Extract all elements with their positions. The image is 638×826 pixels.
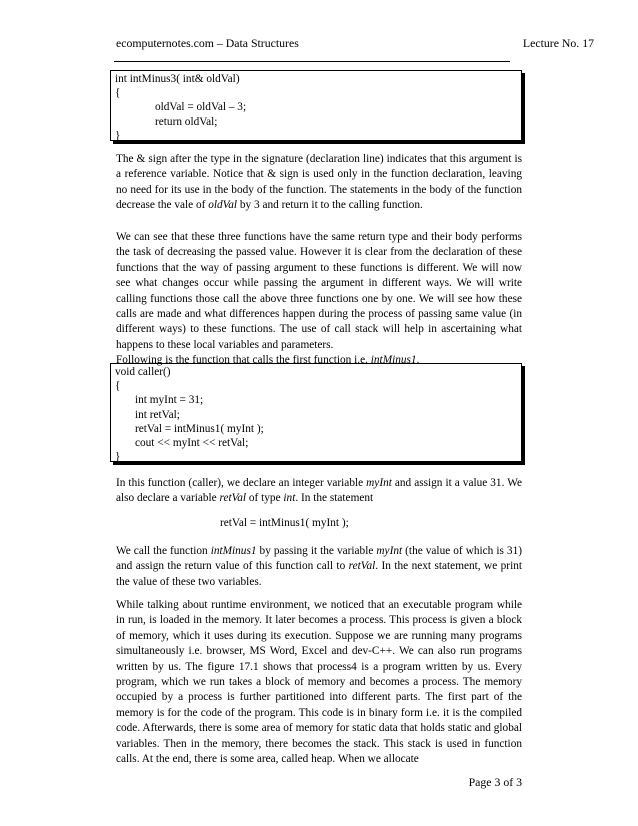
paragraph-reference-sign xyxy=(116,152,522,214)
text: . xyxy=(416,354,420,367)
emphasis: retVal xyxy=(219,492,247,505)
paragraph-caller-explanation xyxy=(116,476,522,507)
header-title: ecomputernotes.com – Data Structures xyxy=(116,36,299,50)
code-line: { xyxy=(115,87,121,100)
text: In this function (caller), we declare an integer variable xyxy=(116,477,367,489)
page-header xyxy=(116,36,594,51)
page-number: Page 3 of 3 xyxy=(468,775,522,789)
emphasis: retVal xyxy=(348,560,376,573)
emphasis: myInt xyxy=(366,477,392,489)
text: Following is the function that calls the first function i.e. xyxy=(116,354,371,367)
code-line: } xyxy=(115,451,121,464)
text: by 3 and return it to the calling function. xyxy=(237,199,423,212)
emphasis: myInt xyxy=(376,545,403,557)
text: The & sign after the type in the signature (declaration line) indicates that this argument is a reference variable. Notice that & sign is used only in the function declaration, leaving no need for its use in the body of the function. The statements in the body of the function decrease the vale of xyxy=(116,153,522,212)
text: of type xyxy=(246,492,284,505)
text: (the value of which is 31) and assign the return value of this function call to xyxy=(116,545,522,573)
code-line: cout << myInt << retVal; xyxy=(135,437,249,450)
code-line: int retVal; xyxy=(135,408,180,421)
lecture-number: Lecture No. 17 xyxy=(522,36,594,50)
code-line: void caller() xyxy=(115,366,171,378)
emphasis: intMinus1 xyxy=(370,354,417,367)
code-line: int intMinus3( int& oldVal) xyxy=(115,73,240,85)
text: We call the function xyxy=(116,545,211,557)
text: by passing it the variable xyxy=(256,545,377,557)
code-line: oldVal = oldVal – 3; xyxy=(155,101,247,114)
statement-line: retVal = intMinus1( myInt ); xyxy=(220,517,349,529)
paragraph-function-call xyxy=(116,544,522,590)
emphasis: intMinus1 xyxy=(210,545,257,557)
code-line: } xyxy=(115,129,121,142)
text: While talking about runtime environment, we noticed that an executable program while in run, is loaded in the memory. It later becomes a process. This process is given a block of memory, which it uses during its execution. Suppose we are running many programs simultaneously i.e. browser, MS Word, Excel and dev-C++. We can also run programs written by us. The figure 17.1 shows that process4 is a program written by us. Every program, which we run takes a block of memory and becomes a process. The memory occupied by a process is further partitioned into different parts. The first part of the memory is for the code of the program. This code is in binary form i.e. it is the compiled code. Afterwards, there is some area of memory for static data that holds static and global variables. Then in the memory, there becomes the stack. This stack is used in function calls. At the end, there is some area, called heap. When we allocate xyxy=(116,599,522,766)
code-line: return oldVal; xyxy=(155,115,218,128)
emphasis: int xyxy=(283,492,296,505)
paragraph-three-functions xyxy=(116,230,522,369)
paragraph-runtime-environment xyxy=(116,598,522,767)
text: . In the next statement, we print the value of these two variables. xyxy=(116,560,522,588)
code-block-intminus3 xyxy=(110,70,522,141)
text: We can see that these three functions have the same return type and their body performs the task of decreasing the passed value. However it is clear from the declaration of these functions that the way of passing argument to these functions is different. We will now see what changes occur while passing the argument in different ways. We will write calling functions those call the above three functions one by one. We will see how these calls are made and what differences happen during the process of passing same value (in different ways) to these functions. The use of call stack will help in ascertaining what happens to these local variables and parameters. xyxy=(116,231,522,351)
emphasis: oldVal xyxy=(208,199,238,212)
header-rule xyxy=(114,61,510,62)
code-block-caller xyxy=(110,363,522,462)
code-line: retVal = intMinus1( myInt ); xyxy=(135,422,264,435)
text: and assign it a value 31. We also declare a variable xyxy=(116,477,522,505)
text: . In the statement xyxy=(295,492,374,505)
code-line: { xyxy=(115,380,121,393)
code-line: int myInt = 31; xyxy=(135,394,204,407)
